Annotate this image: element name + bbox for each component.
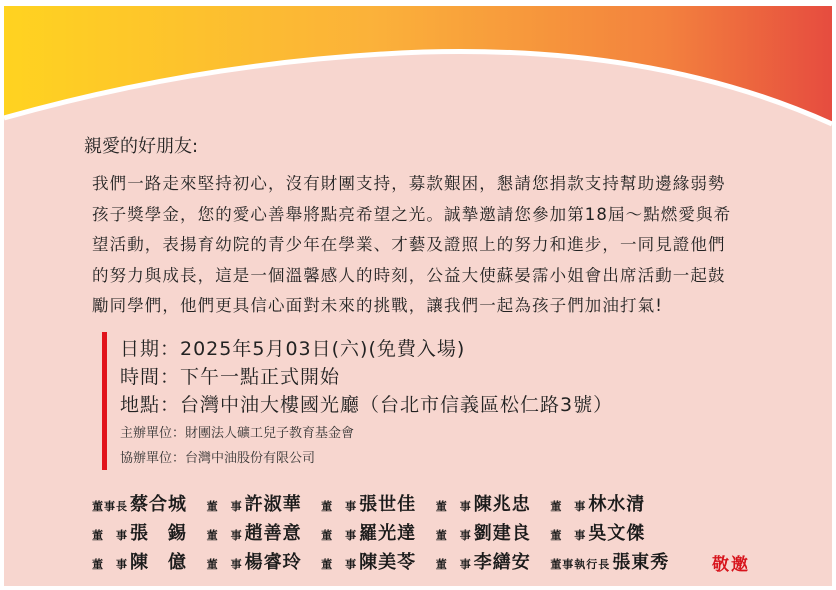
board-name: 陳兆忠	[473, 494, 531, 515]
board-name: 陳美苓	[359, 552, 417, 573]
board-title: 董 事	[92, 529, 128, 542]
board-title: 董 事	[206, 558, 243, 571]
board-title: 董事長	[92, 500, 128, 513]
body-line: 我們一路走來堅持初心，沒有財團支持，募款艱困，懇請您捐款支持幫助邊緣弱勢	[92, 174, 726, 193]
board-name: 蔡合城	[130, 494, 187, 515]
event-organizer: 主辦單位：財團法人礦工兒子教育基金會	[120, 426, 355, 441]
board-name: 陳 億	[130, 552, 187, 573]
board-name: 張東秀	[612, 552, 670, 573]
board-name: 許淑華	[244, 494, 302, 515]
board-name: 趙善意	[244, 523, 302, 544]
board-title: 董 事	[321, 500, 358, 513]
board-name: 李繕安	[473, 552, 531, 573]
board-title: 董 事	[435, 529, 472, 542]
event-time: 時間：下午一點正式開始	[120, 366, 341, 388]
board-title: 董 事	[206, 529, 243, 542]
board-name: 吳文傑	[588, 523, 646, 544]
body-line: 望活動，表揚育幼院的青少年在學業、才藝及證照上的努力和進步，一同見證他們	[92, 235, 726, 254]
board-title: 董 事	[206, 500, 243, 513]
board-title: 董 事	[550, 529, 587, 542]
board-title: 董 事	[435, 500, 472, 513]
board-row-1	[92, 490, 659, 516]
body-line: 勵同學們，他們更具信心面對未來的挑戰，讓我們一起為孩子們加油打氣!	[92, 296, 663, 315]
body-line: 孩子獎學金，您的愛心善舉將點亮希望之光。誠摯邀請您參加第18屆～點燃愛與希	[92, 204, 732, 224]
board-row-3	[92, 548, 683, 574]
greeting: 親愛的好朋友:	[84, 136, 199, 157]
board-title: 董 事	[92, 558, 128, 571]
board-title: 董 事	[321, 558, 358, 571]
board-name: 楊睿玲	[244, 552, 302, 573]
event-accent-bar	[102, 332, 107, 470]
board-title: 董事執行長	[550, 558, 611, 571]
board-name: 林水清	[588, 494, 646, 515]
body-line: 的努力與成長，這是一個溫馨感人的時刻，公益大使蘇晏霈小姐會出席活動一起鼓	[92, 265, 726, 285]
board-name: 張世佳	[359, 494, 417, 515]
board-title: 董 事	[550, 500, 587, 513]
board-name: 張 錫	[130, 523, 187, 544]
board-title: 董 事	[321, 529, 358, 542]
board-name: 羅光達	[359, 523, 417, 544]
board-title: 董 事	[435, 558, 472, 571]
board-row-2	[92, 519, 659, 545]
header-wave-graphic	[4, 6, 832, 146]
invitation-card	[4, 6, 832, 586]
event-date: 日期：2025年5月03日(六)(免費入場)	[120, 338, 466, 360]
event-co-organizer: 協辦單位：台灣中油股份有限公司	[120, 451, 316, 466]
invite-signoff: 敬邀	[712, 555, 750, 575]
event-place: 地點：台灣中油大樓國光廳（台北市信義區松仁路3號）	[120, 394, 614, 416]
board-name: 劉建良	[473, 523, 531, 544]
body-paragraph	[92, 169, 764, 322]
